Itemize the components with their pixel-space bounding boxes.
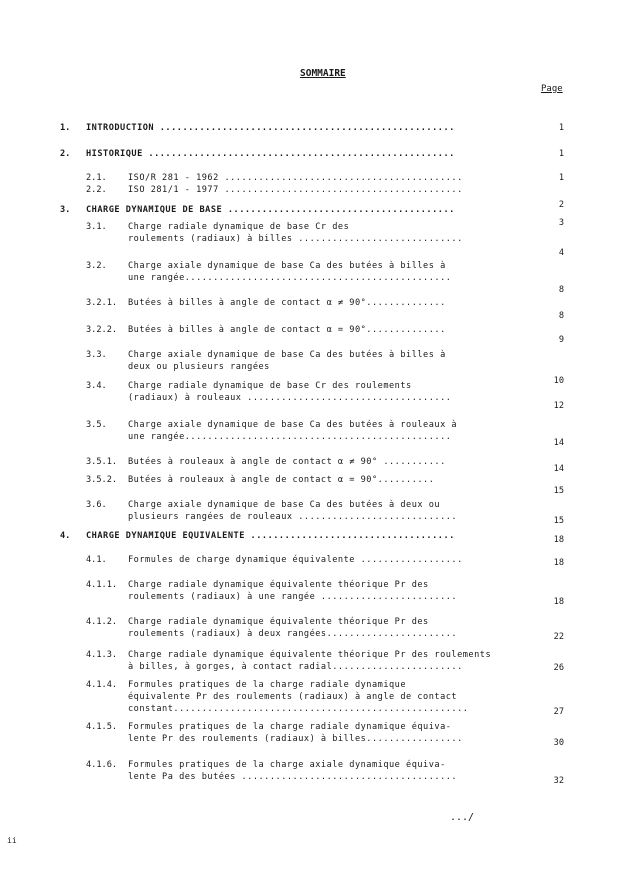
toc-entry-text: lente Pr des roulements (radiaux) à billes................. bbox=[128, 734, 463, 744]
toc-entry-text: roulements (radiaux) à deux rangées....................... bbox=[128, 629, 458, 639]
toc-entry-number: 3.5. bbox=[86, 420, 107, 430]
toc-entry-text: Formules pratiques de la charge radiale dynamique équiva- bbox=[128, 722, 452, 732]
toc-entry-text: Charge radiale dynamique équivalente théorique Pr des roulements bbox=[128, 650, 492, 660]
toc-entry-number: 3.2.2. bbox=[86, 325, 118, 335]
toc-entry-number: 3.5.1. bbox=[86, 457, 118, 467]
page-number-roman: ii bbox=[7, 836, 17, 845]
toc-entry-page: 18 bbox=[553, 535, 564, 545]
toc-entry-number: 3.4. bbox=[86, 381, 107, 391]
toc-entry-text: équivalente Pr des roulements (radiaux) à angle de contact bbox=[128, 692, 458, 702]
toc-entry-text: constant.................................................... bbox=[128, 704, 469, 714]
toc-entry-page: 15 bbox=[553, 486, 564, 496]
toc-entry-page: 8 bbox=[558, 285, 564, 295]
toc-entry-page: 14 bbox=[553, 438, 564, 448]
toc-entry-number: 4.1.4. bbox=[86, 680, 118, 690]
toc-entry-number: 3.2. bbox=[86, 261, 107, 271]
toc-entry-text: Charge axiale dynamique de base Ca des butées à billes à bbox=[128, 350, 446, 360]
toc-entry-page: 26 bbox=[553, 663, 564, 673]
toc-entry-text: une rangée............................................... bbox=[128, 432, 452, 442]
toc-entry-text: Formules pratiques de la charge radiale dynamique bbox=[128, 680, 407, 690]
toc-entry-text: Charge radiale dynamique équivalente théorique Pr des bbox=[128, 617, 429, 627]
toc-entry-text: Charge radiale dynamique de base Cr des roulements bbox=[128, 381, 412, 391]
toc-entry-text: Charge radiale dynamique équivalente théorique Pr des bbox=[128, 580, 429, 590]
toc-entry-page: 18 bbox=[553, 558, 564, 568]
toc-entry-page: 32 bbox=[553, 776, 564, 786]
toc-entry-page: 30 bbox=[553, 738, 564, 748]
toc-entry-number: 1. bbox=[60, 123, 71, 133]
toc-entry-number: 4.1.3. bbox=[86, 650, 118, 660]
toc-entry-page: 18 bbox=[553, 597, 564, 607]
toc-entry-text: Formules de charge dynamique équivalente .................. bbox=[128, 555, 463, 565]
toc-entry-page: 3 bbox=[558, 218, 564, 228]
toc-entry-page: 9 bbox=[558, 335, 564, 345]
toc-entry-page: 8 bbox=[558, 311, 564, 321]
page-title: SOMMAIRE bbox=[300, 68, 346, 79]
toc-entry-number: 3.3. bbox=[86, 350, 107, 360]
toc-entry-number: 3.1. bbox=[86, 222, 107, 232]
toc-entry-text: ISO 281/1 - 1977 .......................................... bbox=[128, 185, 463, 195]
toc-entry-page: 15 bbox=[553, 516, 564, 526]
toc-entry-number: 3. bbox=[60, 205, 71, 215]
toc-entry-number: 2.1. bbox=[86, 173, 107, 183]
toc-entry-page: 27 bbox=[553, 707, 564, 717]
page-column-header: Page bbox=[541, 84, 563, 94]
toc-entry-page: 14 bbox=[553, 464, 564, 474]
toc-entry-text: Charge axiale dynamique de base Ca des butées à billes à bbox=[128, 261, 446, 271]
toc-entry-text: Butées à billes à angle de contact α = 90°.............. bbox=[128, 325, 446, 335]
toc-entry-number: 4.1.1. bbox=[86, 580, 118, 590]
toc-entry-text: Butées à billes à angle de contact α ≠ 90°.............. bbox=[128, 298, 446, 308]
toc-entry-text: CHARGE DYNAMIQUE EQUIVALENTE .................................... bbox=[86, 531, 455, 541]
toc-entry-page: 12 bbox=[553, 401, 564, 411]
toc-entry-number: 4.1.5. bbox=[86, 722, 118, 732]
toc-entry-text: roulements (radiaux) à billes ............................. bbox=[128, 234, 463, 244]
toc-entry-text: HISTORIQUE ...................................................... bbox=[86, 149, 455, 159]
toc-entry-page: 22 bbox=[553, 632, 564, 642]
toc-entry-page: 1 bbox=[558, 123, 564, 133]
toc-entry-page: 1 bbox=[558, 149, 564, 159]
toc-entry-text: Charge axiale dynamique de base Ca des butées à rouleaux à bbox=[128, 420, 458, 430]
toc-entry-page: 4 bbox=[558, 248, 564, 258]
toc-entry-text: CHARGE DYNAMIQUE DE BASE ........................................ bbox=[86, 205, 455, 215]
toc-entry-text: (radiaux) à rouleaux .................................... bbox=[128, 393, 452, 403]
toc-entry-text: deux ou plusieurs rangées bbox=[128, 362, 270, 372]
toc-entry-number: 3.6. bbox=[86, 500, 107, 510]
toc-entry-text: roulements (radiaux) à une rangée ........................ bbox=[128, 592, 458, 602]
toc-entry-text: Butées à rouleaux à angle de contact α ≠ 90° ........... bbox=[128, 457, 446, 467]
toc-entry-text: ISO/R 281 - 1962 .......................................... bbox=[128, 173, 463, 183]
toc-entry-number: 2. bbox=[60, 149, 71, 159]
toc-entry-text: Charge axiale dynamique de base Ca des butées à deux ou bbox=[128, 500, 441, 510]
toc-entry-number: 4.1. bbox=[86, 555, 107, 565]
toc-entry-number: 2.2. bbox=[86, 185, 107, 195]
toc-entry-page: 1 bbox=[558, 173, 564, 183]
toc-entry-text: lente Pa des butées ...................................... bbox=[128, 772, 458, 782]
toc-entry-page: 10 bbox=[553, 376, 564, 386]
toc-entry-number: 3.5.2. bbox=[86, 475, 118, 485]
toc-entry-number: 4. bbox=[60, 531, 71, 541]
toc-entry-text: à billes, à gorges, à contact radial....................... bbox=[128, 662, 463, 672]
toc-entry-page: 2 bbox=[558, 200, 564, 210]
toc-entry-text: Butées à rouleaux à angle de contact α = 90°.......... bbox=[128, 475, 435, 485]
toc-entry-number: 4.1.6. bbox=[86, 760, 118, 770]
toc-entry-text: plusieurs rangées de rouleaux ............................ bbox=[128, 512, 458, 522]
toc-entry-text: Charge radiale dynamique de base Cr des bbox=[128, 222, 350, 232]
toc-entry-text: une rangée............................................... bbox=[128, 273, 452, 283]
toc-entry-text: INTRODUCTION .................................................... bbox=[86, 123, 455, 133]
continuation-mark: .../ bbox=[450, 812, 475, 823]
toc-entry-text: Formules pratiques de la charge axiale dynamique équiva- bbox=[128, 760, 446, 770]
toc-entry-number: 4.1.2. bbox=[86, 617, 118, 627]
toc-entry-number: 3.2.1. bbox=[86, 298, 118, 308]
